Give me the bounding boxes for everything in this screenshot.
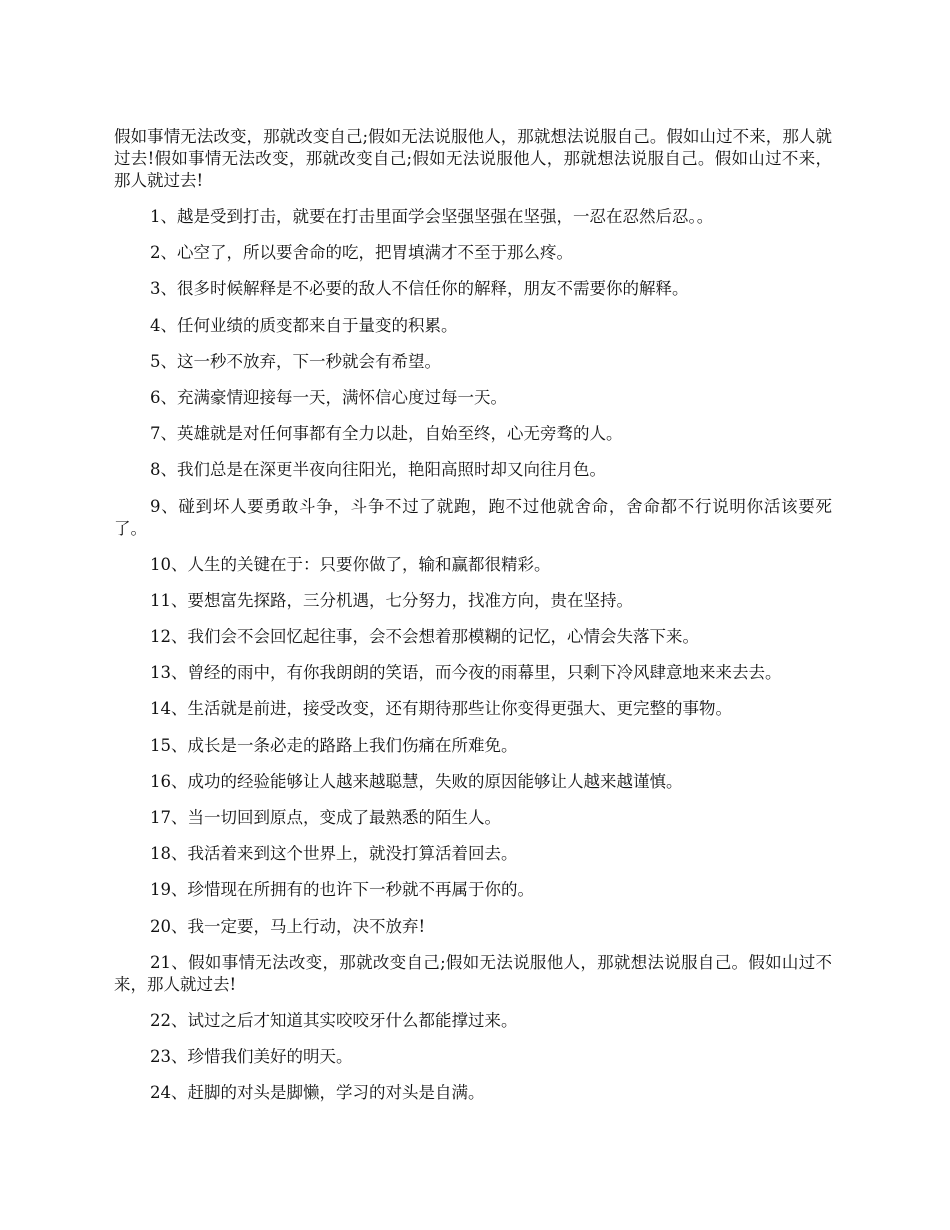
quote-item: 8、我们总是在深更半夜向往阳光，艳阳高照时却又向往月色。 (150, 460, 606, 480)
quote-item: 17、当一切回到原点，变成了最熟悉的陌生人。 (150, 808, 501, 827)
quote-list (114, 206, 832, 1104)
quote-item: 2、心空了，所以要舍命的吃，把胃填满才不至于那么疼。 (150, 243, 573, 263)
quote-item: 6、充满豪情迎接每一天，满怀信心度过每一天。 (150, 387, 507, 407)
quote-item: 4、任何业绩的质变都来自于量变的积累。 (150, 315, 458, 335)
quote-item: 18、我活着来到这个世界上，就没打算活着回去。 (150, 844, 518, 864)
quote-item: 10、人生的关键在于：只要你做了，输和赢都很精彩。 (150, 554, 551, 574)
quote-item: 12、我们会不会回忆起往事，会不会想着那模糊的记忆，心情会失落下来。 (150, 627, 699, 647)
quote-item: 15、成长是一条必走的路路上我们伤痛在所难免。 (150, 735, 518, 755)
document-body (114, 126, 832, 1119)
quote-item: 16、成功的经验能够让人越来越聪慧，失败的原因能够让人越来越谨慎。 (150, 771, 683, 791)
quote-item: 5、这一秒不放弃，下一秒就会有希望。 (150, 351, 441, 371)
quote-item: 21、假如事情无法改变，那就改变自己;假如无法说服他人，那就想法说服自己。假如山过不来，那人就过去! (114, 952, 832, 994)
quote-item: 11、要想富先探路，三分机遇，七分努力，找准方向，贵在坚持。 (150, 590, 633, 610)
quote-item: 19、珍惜现在所拥有的也许下一秒就不再属于你的。 (150, 880, 534, 900)
quote-item: 22、试过之后才知道其实咬咬牙什么都能撑过来。 (150, 1010, 518, 1030)
quote-item: 20、我一定要，马上行动，决不放弃! (150, 916, 426, 936)
quote-item: 3、很多时候解释是不必要的敌人不信任你的解释，朋友不需要你的解释。 (150, 279, 689, 299)
quote-item: 23、珍惜我们美好的明天。 (150, 1047, 353, 1067)
quote-item: 13、曾经的雨中，有你我朗朗的笑语，而今夜的雨幕里，只剩下冷风肆意地来来去去。 (150, 663, 782, 683)
intro-paragraph: 假如事情无法改变，那就改变自己;假如无法说服他人，那就想法说服自己。假如山过不来，那人就过去!假如事情无法改变，那就改变自己;假如无法说服他人，那就想法说服自己。假如山过不来，那人就过去! (114, 127, 832, 190)
quote-item: 1、越是受到打击，就要在打击里面学会坚强坚强在坚强，一忍在忍然后忍。。 (150, 207, 714, 226)
quote-item: 24、赶脚的对头是脚懒，学习的对头是自满。 (150, 1083, 485, 1103)
quote-item: 14、生活就是前进，接受改变，还有期待那些让你变得更强大、更完整的事物。 (150, 699, 732, 719)
quote-item: 9、碰到坏人要勇敢斗争，斗争不过了就跑，跑不过他就舍命，舍命都不行说明你活该要死了。 (114, 496, 832, 538)
quote-item: 7、英雄就是对任何事都有全力以赴，自始至终，心无旁骛的人。 (150, 424, 623, 444)
